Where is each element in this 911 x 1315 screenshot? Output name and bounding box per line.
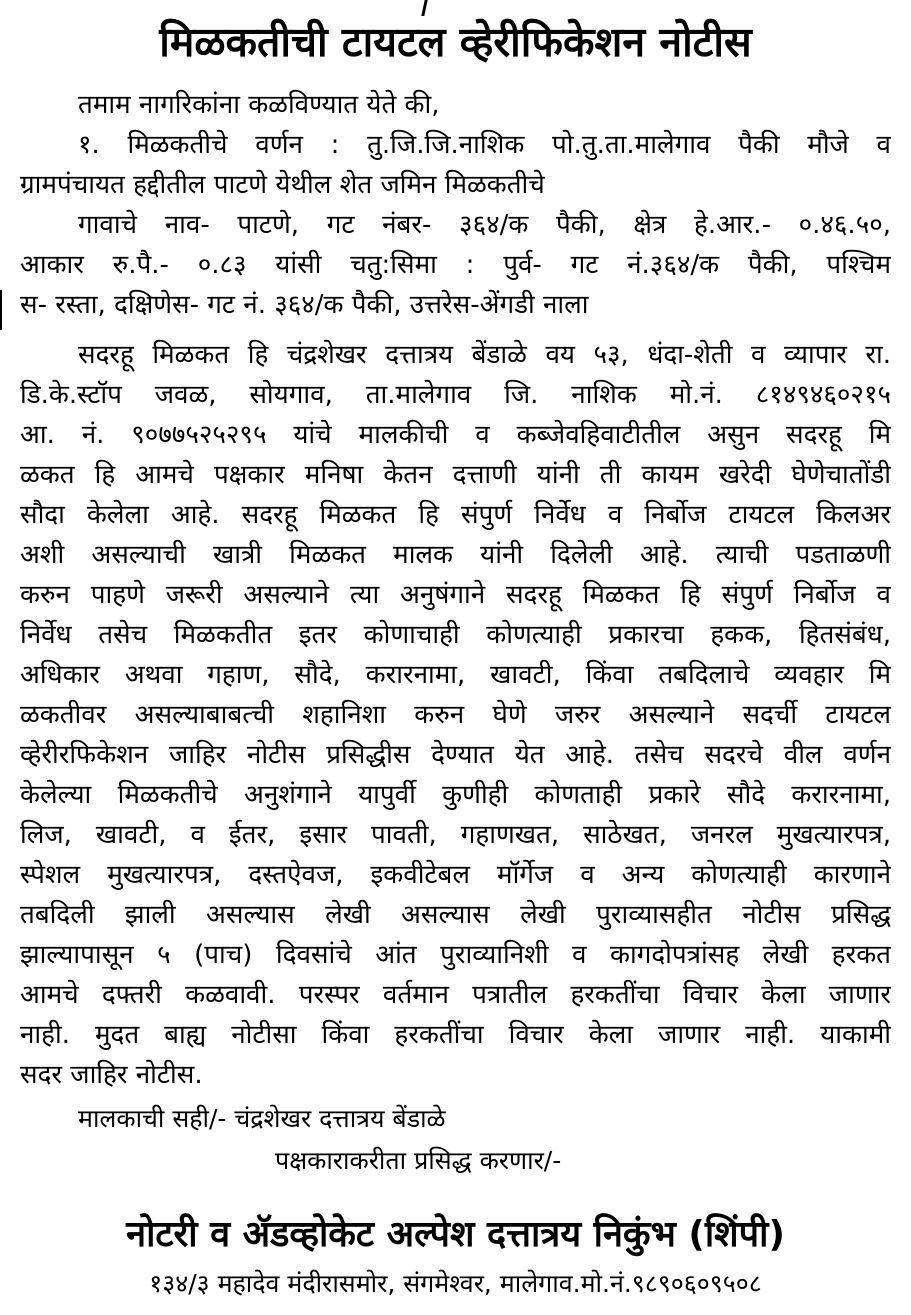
body-line: अधिकार अथवा गहाण, सौदे, करारनामा, खावटी, किंवा तबदिलाचे व्यवहार मि <box>20 660 891 690</box>
body-line: सदरहू मिळकत हि चंद्रशेखर दत्तात्रय बेंडाळे वय ५३, धंदा-शेती व व्यापार रा. <box>78 340 891 370</box>
body-line: १. मिळकतीचे वर्णन : तु.जि.जि.नाशिक पो.तु.ता.मालेगाव पैकी मौजे व <box>78 130 891 160</box>
advocate-address: १३४/३ महादेव मंदीरासमोर, संगमेश्वर, मालेगाव.मो.नं.९८९०६०९५०८ <box>149 1269 762 1298</box>
body-line: स्पेशल मुखत्यारपत्र, दस्तऐवज, इकवीटेबल मॉर्गेज व अन्य कोणत्याही कारणाने <box>20 860 891 890</box>
body-line: ग्रामपंचायत हद्दीतील पाटणे येथील शेत जमिन मिळकतीचे <box>20 170 545 200</box>
notice-title: मिळकतीची टायटल व्हेरीफिकेशन नोटीस <box>159 18 752 66</box>
body-line: सौदा केलेला आहे. सदरहू मिळकत हि संपुर्ण निर्वेध व निर्बोज टायटल किलअर <box>20 500 891 530</box>
publisher-signature: पक्षकाराकरीता प्रसिद्ध करणार/- <box>275 1146 562 1175</box>
body-line: लिज, खावटी, व ईतर, इसार पावती, गहाणखत, साठेखत, जनरल मुखत्यारपत्र, <box>20 820 891 850</box>
body-line: व्हेरीरफिकेशन जाहिर नोटीस प्रसिद्धीस देण्यात येत आहे. तसेच सदरचे वील वर्णन <box>20 740 891 770</box>
body-line: आ. नं. ९०७७५२५२९५ यांचे मालकीची व कब्जेवहिवाटीतील असुन सदरहू मि <box>20 420 891 450</box>
body-line: आकार रु.पै.- ०.८३ यांसी चतु:सिमा : पुर्व- गट नं.३६४/क पैकी, पश्चिम <box>20 250 891 280</box>
body-line: करुन पाहणे जरूरी असल्याने त्या अनुषंगाने सदरहू मिळकत हि संपुर्ण निर्बोज व <box>20 580 891 610</box>
body-line: केलेल्या मिळकतीचे अनुशंगाने यापुर्वी कुणीही कोणताही प्रकारे सौदे करारनामा, <box>20 780 891 810</box>
body-line: नाही. मुदत बाह्य नोटीसा किंवा हरकतींचा विचार केला जाणार नाही. याकामी <box>20 1020 891 1050</box>
body-line: ळकतीवर असल्याबाबत्ची शहानिशा करुन घेणे जरुर असल्याने सदर्ची टायटल <box>20 700 891 730</box>
body-line: अशी असल्याची खात्री मिळकत मालक यांनी दिलेली आहे. त्याची पडताळणी <box>20 540 891 570</box>
body-line: डि.के.स्टॉप जवळ, सोयगाव, ता.मालेगाव जि. नाशिक मो.नं. ८१४९४६०२१५ <box>20 380 891 410</box>
owner-signature: मालकाची सही/- चंद्रशेखर दत्तात्रय बेंडाळे <box>78 1104 446 1133</box>
body-line: सदर जाहिर नोटीस. <box>20 1060 203 1090</box>
advocate-name: नोटरी व ॲडव्होकेट अल्पेश दत्तात्रय निकुंभ (शिंपी) <box>126 1214 785 1255</box>
body-line: गावाचे नाव- पाटणे, गट नंबर- ३६४/क पैकी, क्षेत्र हे.आर.- ०.४६.५०, <box>78 210 891 240</box>
body-line: ळकत हि आमचे पक्षकार मनिषा केतन दत्ताणी यांनी ती कायम खरेदी घेणेचातोंडी <box>20 460 891 490</box>
body-line: तबदिली झाली असल्यास लेखी असल्यास लेखी पुराव्यासहीत नोटीस प्रसिद्ध <box>20 900 891 930</box>
body-line: झाल्यापासून ५ (पाच) दिवसांचे आंत पुराव्यानिशी व कागदोपत्रांसह लेखी हरकत <box>20 940 891 970</box>
body-line: तमाम नागरिकांना कळविण्यात येते की, <box>78 90 440 120</box>
body-line: आमचे दफ्तरी कळवावी. परस्पर वर्तमान पत्रातील हरकतींचा विचार केला जाणार <box>20 980 891 1010</box>
body-line: स- रस्ता, दक्षिणेस- गट नं. ३६४/क पैकी, उत्तरेस-अेंगडी नाला <box>20 290 589 320</box>
left-edge-rule <box>0 290 2 330</box>
body-line: निर्वेध तसेच मिळकतीत इतर कोणाचाही कोणत्याही प्रकारचा हकक, हितसंबंध, <box>20 620 891 650</box>
